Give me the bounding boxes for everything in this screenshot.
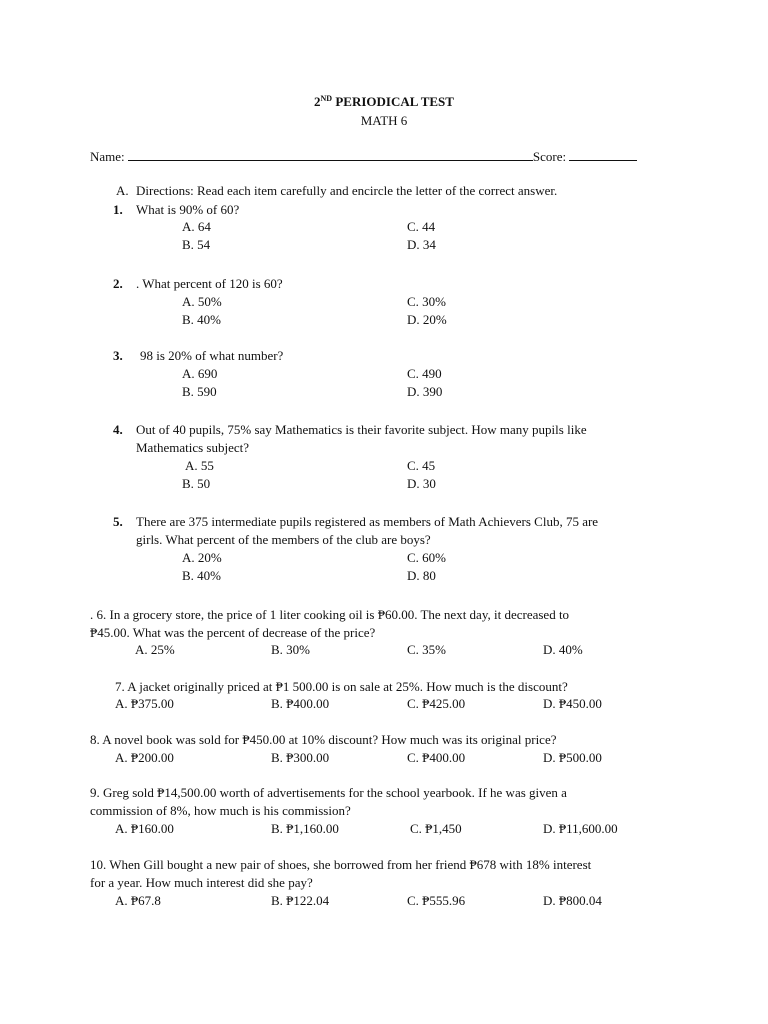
choice-c[interactable]: C. 60% xyxy=(407,550,446,565)
choice-c[interactable]: C. 35% xyxy=(407,642,446,657)
choice-d[interactable]: D. 20% xyxy=(407,312,447,327)
question-text: Out of 40 pupils, 75% say Mathematics is their favorite subject. How many pupils like xyxy=(136,422,587,437)
choice-d[interactable]: D. ₱11,600.00 xyxy=(543,821,618,836)
choice-a[interactable]: A. 50% xyxy=(182,294,222,309)
question-text: 98 is 20% of what number? xyxy=(140,348,284,363)
question-text-cont: for a year. How much interest did she pay? xyxy=(90,875,313,890)
choice-d[interactable]: D. 30 xyxy=(407,476,436,491)
choice-c[interactable]: C. 30% xyxy=(407,294,446,309)
page-subtitle: MATH 6 xyxy=(360,113,408,128)
choice-c[interactable]: C. ₱425.00 xyxy=(407,696,466,711)
choice-c[interactable]: C. ₱400.00 xyxy=(407,750,466,765)
choice-b[interactable]: B. 54 xyxy=(182,237,211,252)
directions: Directions: Read each item carefully and encircle the letter of the correct answer. xyxy=(136,183,558,198)
choice-c[interactable]: C. 45 xyxy=(407,458,436,473)
choice-d[interactable]: D. ₱500.00 xyxy=(543,750,602,765)
question-text: 9. Greg sold ₱14,500.00 worth of advertisements for the school yearbook. If he was given a xyxy=(90,785,567,800)
choice-c[interactable]: C. 490 xyxy=(407,366,442,381)
question-text-cont: Mathematics subject? xyxy=(136,440,249,455)
choice-c[interactable]: C. ₱1,450 xyxy=(410,821,462,836)
choice-c[interactable]: C. 44 xyxy=(407,219,436,234)
question-text: There are 375 intermediate pupils registered as members of Math Achievers Club, 75 are xyxy=(136,514,599,529)
name-label: Name: xyxy=(90,149,125,164)
choice-b[interactable]: B. 40% xyxy=(182,312,221,327)
question-text-cont: girls. What percent of the members of the club are boys? xyxy=(136,532,431,547)
question-text: . 6. In a grocery store, the price of 1 liter cooking oil is ₱60.00. The next day, it decreased to xyxy=(90,607,570,622)
choice-d[interactable]: D. 390 xyxy=(407,384,443,399)
choice-a[interactable]: A. 20% xyxy=(182,550,222,565)
section-letter: A. xyxy=(116,183,129,198)
question-number: 3. xyxy=(113,348,123,363)
choice-b[interactable]: B. 50 xyxy=(182,476,211,491)
name-blank[interactable] xyxy=(128,148,533,161)
page-title: 2ND PERIODICAL TEST xyxy=(314,94,454,109)
choice-b[interactable]: B. 30% xyxy=(271,642,310,657)
question-number: 4. xyxy=(113,422,123,437)
choice-a[interactable]: A. 690 xyxy=(182,366,218,381)
question-text: 7. A jacket originally priced at ₱1 500.00 is on sale at 25%. How much is the discount? xyxy=(115,679,568,694)
choice-d[interactable]: D. ₱800.04 xyxy=(543,893,602,908)
choice-b[interactable]: B. ₱1,160.00 xyxy=(271,821,339,836)
choice-d[interactable]: D. 80 xyxy=(407,568,436,583)
choice-d[interactable]: D. ₱450.00 xyxy=(543,696,602,711)
choice-d[interactable]: D. 34 xyxy=(407,237,436,252)
choice-b[interactable]: B. 40% xyxy=(182,568,221,583)
choice-a[interactable]: A. ₱200.00 xyxy=(115,750,174,765)
choice-c[interactable]: C. ₱555.96 xyxy=(407,893,466,908)
choice-a[interactable]: A. ₱375.00 xyxy=(115,696,174,711)
choice-b[interactable]: B. ₱400.00 xyxy=(271,696,330,711)
choice-d[interactable]: D. 40% xyxy=(543,642,583,657)
choice-a[interactable]: A. 64 xyxy=(182,219,211,234)
score-label: Score: xyxy=(532,149,567,164)
question-text: 10. When Gill bought a new pair of shoes, she borrowed from her friend ₱678 with 18% interest xyxy=(90,857,592,872)
score-blank[interactable] xyxy=(569,148,637,161)
question-text: . What percent of 120 is 60? xyxy=(136,276,283,291)
choice-a[interactable]: A. ₱160.00 xyxy=(115,821,174,836)
question-text-cont: commission of 8%, how much is his commission? xyxy=(90,803,351,818)
choice-b[interactable]: B. ₱300.00 xyxy=(271,750,330,765)
choice-a[interactable]: A. 55 xyxy=(185,458,214,473)
question-number: 5. xyxy=(113,514,123,529)
name-field[interactable] xyxy=(90,148,637,165)
choice-b[interactable]: B. 590 xyxy=(182,384,217,399)
choice-a[interactable]: A. 25% xyxy=(135,642,175,657)
choice-a[interactable]: A. ₱67.8 xyxy=(115,893,161,908)
question-text: 8. A novel book was sold for ₱450.00 at 10% discount? How much was its original price? xyxy=(90,732,557,747)
question-text: What is 90% of 60? xyxy=(136,202,240,217)
question-number: 2. xyxy=(113,276,123,291)
question-number: 1. xyxy=(113,202,123,217)
question-text-cont: ₱45.00. What was the percent of decrease of the price? xyxy=(90,625,376,640)
choice-b[interactable]: B. ₱122.04 xyxy=(271,893,330,908)
